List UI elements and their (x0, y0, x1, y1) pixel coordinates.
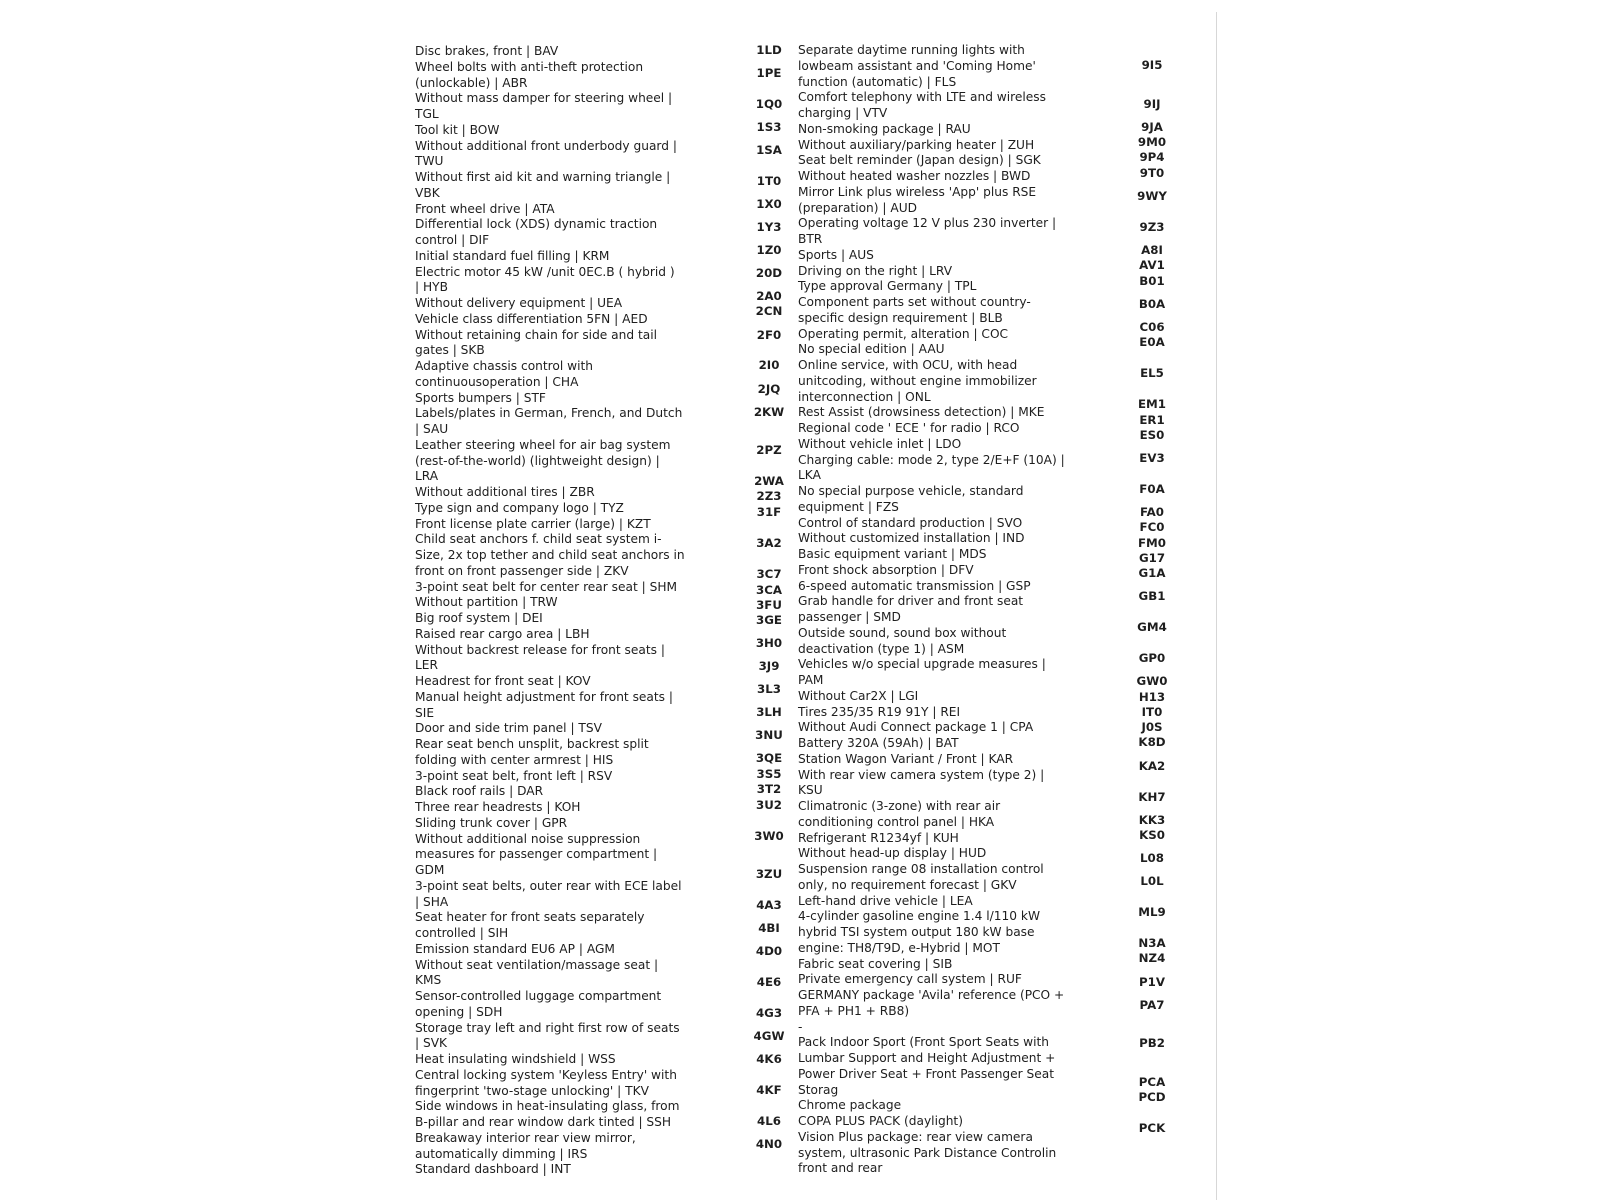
left-option-code: 2I0 (758, 358, 780, 372)
right-description-line: Private emergency call system | RUF (798, 972, 1022, 987)
right-description-line: 6-speed automatic transmission | GSP (798, 578, 1031, 593)
right-description-line: Chrome package (798, 1098, 902, 1113)
left-description-line: Type sign and company logo | TYZ (415, 500, 624, 515)
left-description-line: Breakaway interior rear view mirror, (415, 1130, 636, 1145)
right-description-line: Without Audi Connect package 1 | CPA (798, 720, 1034, 735)
right-description-line: COPA PLUS PACK (daylight) (798, 1114, 963, 1128)
left-option-code: 2WA (754, 474, 784, 488)
left-option-code: 4BI (758, 921, 780, 935)
right-option-code: EV3 (1139, 451, 1165, 465)
right-description-line: function (automatic) | FLS (798, 74, 957, 89)
left-option-code: 1PE (756, 66, 782, 80)
right-description-line: BTR (798, 232, 823, 246)
right-description-line: hybrid TSI system output 180 kW base (798, 925, 1035, 939)
right-description-line: Sports | AUS (798, 247, 874, 262)
left-option-code: 3GE (756, 613, 782, 627)
left-option-code: 2Z3 (756, 489, 782, 503)
left-option-code: 4G3 (755, 1006, 783, 1020)
right-option-code: L08 (1140, 851, 1164, 865)
left-description-line: VBK (415, 185, 440, 200)
right-description-line: Tires 235/35 R19 91Y | REI (798, 704, 961, 719)
left-description-line: automatically dimming | IRS (415, 1146, 588, 1161)
right-option-code: GM4 (1137, 620, 1167, 634)
right-option-code: GW0 (1136, 674, 1168, 688)
left-description-line: | SHA (415, 894, 449, 909)
right-option-code: ML9 (1138, 905, 1166, 919)
left-option-code: 1Z0 (756, 243, 782, 257)
left-option-code: 2JQ (757, 382, 781, 396)
right-description-line: Vision Plus package: rear view camera (798, 1129, 1033, 1144)
right-option-code: IT0 (1141, 705, 1163, 719)
right-option-code: PCK (1138, 1121, 1166, 1135)
left-description-line: Differential lock (XDS) dynamic traction (415, 217, 658, 232)
right-option-code: PCD (1138, 1090, 1166, 1104)
left-option-code: 3U2 (756, 798, 782, 812)
left-description-line: Heat insulating windshield | WSS (415, 1052, 616, 1066)
right-option-code: KA2 (1138, 759, 1166, 773)
left-description-line: continuousoperation | CHA (415, 374, 579, 389)
right-description-line: Without customized installation | IND (798, 531, 1025, 546)
right-option-code: KS0 (1139, 828, 1165, 842)
left-description-line: Without additional tires | ZBR (415, 485, 595, 499)
right-option-code: 9M0 (1137, 135, 1167, 149)
right-option-code: H13 (1138, 690, 1166, 704)
right-description-line: Front shock absorption | DFV (798, 562, 974, 577)
left-description-line: Labels/plates in German, French, and Dutch (415, 406, 683, 421)
right-description-line: lowbeam assistant and 'Coming Home' (798, 58, 1036, 73)
left-description-line: Disc brakes, front | BAV (415, 44, 559, 58)
left-option-code: 4GW (753, 1029, 785, 1043)
left-description-line: Child seat anchors f. child seat system i- (415, 532, 662, 547)
right-description-line: Left-hand drive vehicle | LEA (798, 893, 973, 908)
right-description-line: charging | VTV (798, 106, 888, 120)
left-option-code: 1SA (756, 143, 782, 157)
left-description-line: TWU (415, 154, 444, 169)
left-description-line: SIE (415, 705, 435, 720)
left-option-code: 3ZU (755, 867, 783, 881)
right-description-line: Separate daytime running lights with (798, 43, 1025, 57)
left-option-code: 4K6 (756, 1052, 782, 1066)
right-option-code: ES0 (1139, 428, 1165, 442)
left-description-line: Tool kit | BOW (415, 122, 500, 137)
left-description-line: controlled | SIH (415, 926, 509, 940)
left-option-code: 3L3 (757, 682, 781, 696)
right-option-code: AV1 (1139, 258, 1165, 272)
right-description-line: Fabric seat covering | SIB (798, 956, 953, 971)
left-description-line: Without seat ventilation/massage seat | (415, 957, 659, 972)
left-description-line: Without partition | TRW (415, 595, 558, 610)
right-description-line: - (798, 1019, 803, 1034)
right-description-line: 4-cylinder gasoline engine 1.4 l/110 kW (798, 909, 1040, 924)
left-option-code: 2KW (753, 405, 785, 419)
left-description-line: 3-point seat belt for center rear seat | SHM (415, 579, 678, 594)
right-description-line: LKA (798, 468, 821, 483)
left-option-code: 3T2 (756, 782, 782, 796)
left-description-line: Without additional front underbody guard | (415, 138, 677, 153)
right-description-line: Climatronic (3-zone) with rear air (798, 799, 1001, 813)
left-option-code: 3FU (756, 598, 782, 612)
left-option-code: 4D0 (755, 944, 783, 958)
right-description-line: engine: TH8/T9D, e-Hybrid | MOT (798, 940, 1000, 955)
left-description-line: TGL (415, 107, 439, 121)
left-description-line: (rest-of-the-world) (lightweight design) | (415, 453, 660, 468)
right-description-line: only, no requirement forecast | GKV (798, 877, 1017, 892)
right-description-line: Control of standard production | SVO (798, 515, 1023, 530)
right-description-line: GERMANY package 'Avila' reference (PCO + (798, 988, 1065, 1002)
right-option-code: B0A (1138, 297, 1166, 311)
right-description-line: Refrigerant R1234yf | KUH (798, 830, 959, 845)
left-description-line: Without backrest release for front seats | (415, 642, 665, 657)
left-option-code: 4A3 (756, 898, 782, 912)
left-description-line: LRA (415, 469, 439, 484)
left-description-line: Storage tray left and right first row of seats (415, 1020, 680, 1035)
left-option-code: 3A2 (756, 536, 782, 550)
left-description-line: Manual height adjustment for front seats | (415, 689, 673, 704)
left-option-code: 3NU (755, 728, 783, 742)
left-description-line: Seat heater for front seats separately (415, 910, 645, 925)
right-description-line: Without Car2X | LGI (798, 688, 919, 703)
right-option-code: GB1 (1138, 589, 1166, 603)
right-option-code: PCA (1138, 1075, 1166, 1089)
left-description-line: (unlockable) | ABR (415, 75, 528, 90)
right-description-line: conditioning control panel | HKA (798, 814, 995, 829)
right-option-code: K8D (1138, 735, 1166, 749)
left-description-line: Vehicle class differentiation 5FN | AED (415, 311, 648, 326)
left-description-line: | SAU (415, 422, 449, 436)
right-description-line: KSU (798, 783, 823, 798)
right-option-code: L0L (1140, 874, 1164, 888)
right-option-code: EL5 (1140, 366, 1164, 380)
right-option-code: F0A (1139, 482, 1165, 496)
right-description-line: With rear view camera system (type 2) | (798, 767, 1045, 782)
right-description-line: Vehicles w/o special upgrade measures | (798, 657, 1046, 672)
left-option-code: 31F (756, 505, 782, 519)
right-option-code: 9IJ (1143, 97, 1161, 111)
right-description-line: front and rear (798, 1161, 883, 1176)
left-description-line: | HYB (415, 280, 448, 295)
left-option-code: 4E6 (756, 975, 782, 989)
right-option-code: PB2 (1139, 1036, 1165, 1050)
left-option-code: 3S5 (756, 767, 782, 781)
right-option-code: FM0 (1137, 536, 1166, 550)
left-description-line: Headrest for front seat | KOV (415, 674, 591, 688)
left-option-code: 3H0 (755, 636, 783, 650)
right-description-line: Grab handle for driver and front seat (798, 594, 1024, 609)
left-description-line: Adaptive chassis control with (415, 359, 593, 373)
right-description-line: interconnection | ONL (798, 389, 931, 404)
left-description-line: Black roof rails | DAR (415, 784, 544, 799)
left-description-line: | SVK (415, 1036, 448, 1051)
left-description-line: Wheel bolts with anti-theft protection (415, 59, 644, 74)
right-option-code: 9JA (1141, 120, 1163, 134)
right-description-line: equipment | FZS (798, 499, 899, 514)
left-description-line: 3-point seat belts, outer rear with ECE label (415, 878, 682, 893)
left-description-line: gates | SKB (415, 343, 485, 358)
right-description-line: Without heated washer nozzles | BWD (798, 169, 1031, 183)
right-description-line: Component parts set without country- (798, 295, 1031, 309)
right-description-line: specific design requirement | BLB (798, 310, 1003, 325)
right-option-code: 9Z3 (1139, 220, 1165, 234)
left-option-code: 20D (755, 266, 783, 280)
left-description-line: front on front passenger side | ZKV (415, 563, 629, 578)
right-description-line: Basic equipment variant | MDS (798, 547, 987, 561)
page-edge-divider (1216, 12, 1217, 1200)
left-description-line: B-pillar and rear window dark tinted | SSH (415, 1115, 672, 1129)
right-option-code: C06 (1139, 320, 1165, 334)
right-description-line: PFA + PH1 + RB8) (798, 1003, 910, 1018)
right-description-line: Non-smoking package | RAU (798, 121, 971, 136)
left-option-code: 4L6 (757, 1114, 781, 1128)
right-description-line: Charging cable: mode 2, type 2/E+F (10A) | (798, 452, 1065, 467)
right-option-code: KH7 (1138, 790, 1166, 804)
left-description-line: Without retaining chain for side and tail (415, 327, 657, 342)
left-option-code: 1T0 (756, 174, 782, 188)
left-description-line: Side windows in heat-insulating glass, from (415, 1099, 680, 1114)
left-description-line: Sports bumpers | STF (415, 390, 546, 405)
right-description-line: Lumbar Support and Height Adjustment + (798, 1051, 1056, 1065)
left-description-line: Rear seat bench unsplit, backrest split (415, 737, 649, 751)
left-option-code: 3C7 (756, 567, 782, 581)
left-option-code: 1S3 (756, 120, 782, 134)
right-description-line: Online service, with OCU, with head (798, 358, 1018, 372)
left-option-code: 2A0 (756, 289, 782, 303)
left-option-code: 1Y3 (756, 220, 782, 234)
right-option-code: G1A (1138, 566, 1166, 580)
left-description-line: fingerprint 'two-stage unlocking' | TKV (415, 1083, 649, 1098)
right-description-line: Without vehicle inlet | LDO (798, 436, 962, 451)
right-description-line: Mirror Link plus wireless 'App' plus RSE (798, 184, 1037, 199)
left-description-line: Without additional noise suppression (415, 831, 641, 846)
right-description-line: Driving on the right | LRV (798, 263, 953, 278)
right-option-code: FA0 (1139, 505, 1165, 519)
right-description-line: system, ultrasonic Park Distance Controlin (798, 1145, 1057, 1160)
right-description-line: Regional code ' ECE ' for radio | RCO (798, 421, 1020, 435)
right-description-line: No special edition | AAU (798, 342, 945, 357)
left-description-line: Without first aid kit and warning triangle | (415, 170, 671, 184)
right-description-line: Pack Indoor Sport (Front Sport Seats with (798, 1035, 1049, 1050)
left-description-line: Sensor-controlled luggage compartment (415, 989, 662, 1003)
left-option-code: 3J9 (758, 659, 780, 673)
left-description-column (415, 44, 715, 1178)
right-option-code: FC0 (1139, 520, 1165, 534)
left-option-code: 3W0 (754, 829, 784, 843)
left-option-code: 1X0 (756, 197, 782, 211)
left-description-line: Without mass damper for steering wheel | (415, 91, 673, 106)
left-description-line: Sliding trunk cover | GPR (415, 815, 568, 830)
right-option-code: PA7 (1139, 998, 1165, 1012)
right-option-code: A8I (1141, 243, 1163, 257)
left-description-line: Leather steering wheel for air bag system (415, 437, 671, 452)
right-description-column (798, 43, 1088, 1177)
left-option-code: 1LD (756, 43, 782, 57)
left-option-code: 1Q0 (755, 97, 783, 111)
right-option-code: E0A (1139, 335, 1165, 349)
left-description-line: opening | SDH (415, 1004, 503, 1019)
right-option-code: G17 (1138, 551, 1166, 565)
right-option-code: N3A (1138, 936, 1166, 950)
left-description-line: GDM (415, 863, 445, 877)
right-option-code: P1V (1139, 975, 1165, 989)
left-description-line: Electric motor 45 kW /unit 0EC.B ( hybrid ) (415, 264, 675, 279)
right-description-line: (preparation) | AUD (798, 200, 918, 215)
right-description-line: Type approval Germany | TPL (798, 279, 977, 294)
right-option-code: GP0 (1138, 651, 1166, 665)
right-description-line: Power Driver Seat + Front Passenger Seat (798, 1066, 1055, 1081)
left-option-code: 2PZ (756, 443, 782, 457)
right-option-code: 9P4 (1139, 150, 1165, 164)
right-description-line: Operating voltage 12 V plus 230 inverter | (798, 216, 1057, 231)
right-option-code: 9WY (1137, 189, 1167, 203)
right-option-code: NZ4 (1138, 951, 1166, 965)
left-description-line: LER (415, 658, 438, 673)
left-description-line: Front wheel drive | ATA (415, 201, 555, 216)
right-description-line: Seat belt reminder (Japan design) | SGK (798, 153, 1041, 168)
left-description-line: control | DIF (415, 233, 490, 247)
left-description-line: folding with center armrest | HIS (415, 752, 614, 767)
left-description-line: Raised rear cargo area | LBH (415, 626, 590, 641)
left-option-code: 3LH (756, 705, 782, 719)
right-option-code: 9I5 (1141, 58, 1163, 72)
left-option-code: 3CA (756, 583, 782, 597)
right-description-line: Comfort telephony with LTE and wireless (798, 90, 1046, 105)
right-description-line: Outside sound, sound box without (798, 625, 1007, 640)
right-option-code: EM1 (1137, 397, 1166, 411)
left-description-line: Without delivery equipment | UEA (415, 296, 623, 310)
left-description-line: Door and side trim panel | TSV (415, 721, 602, 736)
left-description-line: Three rear headrests | KOH (415, 800, 581, 814)
left-option-code: 3QE (755, 751, 783, 765)
right-description-line: Without head-up display | HUD (798, 846, 987, 861)
left-description-line: measures for passenger compartment | (415, 847, 658, 862)
left-option-code: 2F0 (756, 328, 782, 342)
right-description-line: unitcoding, without engine immobilizer (798, 373, 1037, 388)
right-description-line: PAM (798, 673, 824, 687)
right-description-line: Storag (798, 1082, 839, 1097)
left-description-line: Emission standard EU6 AP | AGM (415, 941, 615, 956)
right-option-code: ER1 (1139, 413, 1165, 427)
left-description-line: Standard dashboard | INT (415, 1162, 571, 1177)
right-option-code: KK3 (1138, 813, 1166, 827)
right-option-code: J0S (1141, 720, 1163, 734)
left-description-line: Initial standard fuel filling | KRM (415, 248, 610, 263)
left-description-line: Size, 2x top tether and child seat anchors in (415, 548, 685, 562)
right-description-line: passenger | SMD (798, 610, 901, 624)
right-description-line: deactivation (type 1) | ASM (798, 641, 965, 656)
left-description-line: Big roof system | DEI (415, 611, 543, 625)
right-description-line: Rest Assist (drowsiness detection) | MKE (798, 405, 1045, 420)
right-description-line: Without auxiliary/parking heater | ZUH (798, 137, 1035, 152)
left-description-line: Front license plate carrier (large) | KZT (415, 516, 651, 531)
right-option-code: 9T0 (1139, 166, 1165, 180)
left-option-code: 4KF (756, 1083, 782, 1097)
left-description-line: Central locking system 'Keyless Entry' with (415, 1067, 677, 1082)
right-description-line: Battery 320A (59Ah) | BAT (798, 736, 959, 750)
left-description-line: 3-point seat belt, front left | RSV (415, 768, 613, 783)
right-description-line: Operating permit, alteration | COC (798, 326, 1009, 341)
left-option-code: 4N0 (755, 1137, 783, 1151)
right-description-line: Suspension range 08 installation control (798, 862, 1044, 876)
left-description-line: KMS (415, 973, 442, 988)
right-description-line: No special purpose vehicle, standard (798, 484, 1024, 498)
right-description-line: Station Wagon Variant / Front | KAR (798, 751, 1014, 766)
right-option-code: B01 (1139, 274, 1165, 288)
left-option-code: 2CN (755, 304, 783, 318)
